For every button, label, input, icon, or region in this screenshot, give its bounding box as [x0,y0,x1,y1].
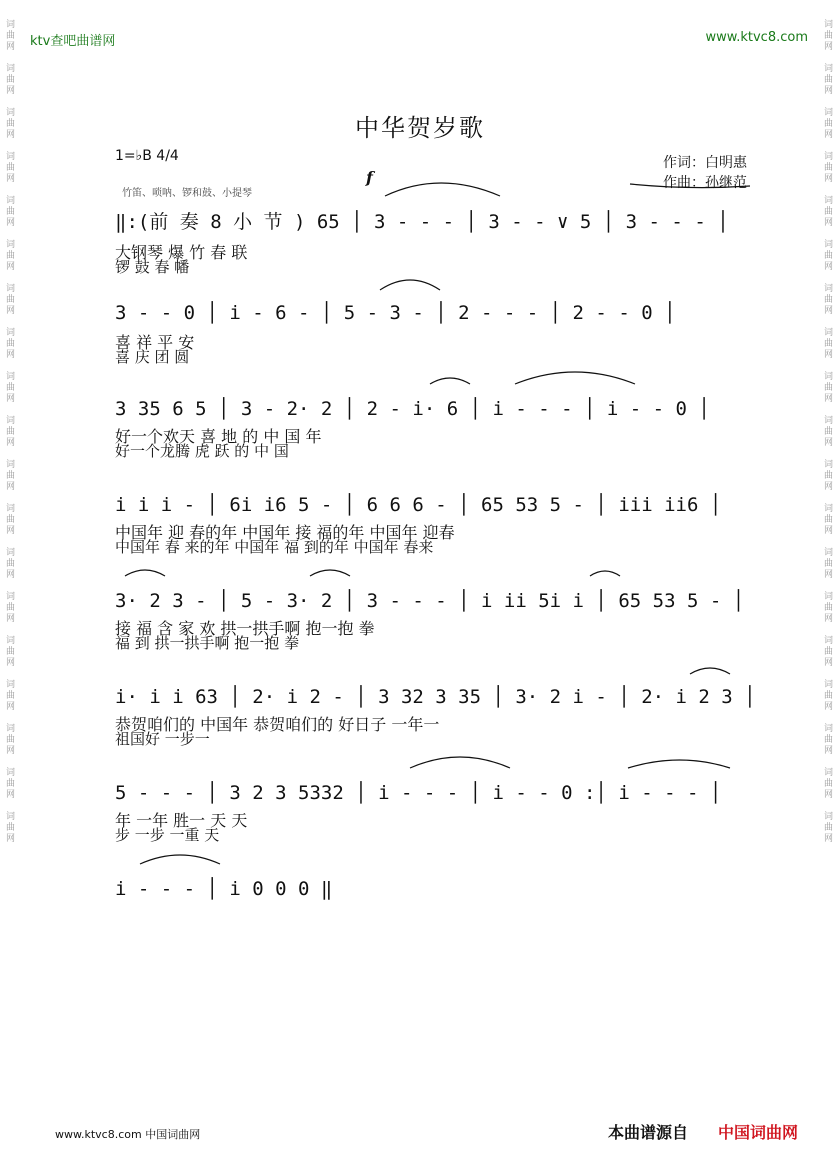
watermark-char: 词 [824,20,834,30]
watermark-char: 网 [824,306,834,316]
watermark-char: 词 [824,768,834,778]
watermark-char: 曲 [6,603,16,613]
watermark-char: 网 [824,42,834,52]
lyric-line: 中国年 春 来的年 中国年 福 到的年 中国年 春来 [115,538,434,556]
watermark-char: 曲 [6,339,16,349]
watermark-char: 曲 [6,779,16,789]
slur [310,570,350,576]
staff-line: ‖:(前 奏 8 小 节 ) 65 │ 3 - - - │ 3 - - ∨ 5 │ 3 - - - │ [115,211,729,233]
slur [125,570,165,576]
lyric-line: 祖国好 一步一 [115,730,210,748]
watermark-char: 词 [6,64,16,74]
watermark-char: 网 [6,526,16,536]
lyric-line: 好一个欢天 喜 地 的 中 国 年 [115,427,322,446]
watermark-char: 网 [824,746,834,756]
watermark-char: 网 [824,174,834,184]
watermark-char: 网 [6,746,16,756]
watermark-char: 曲 [6,383,16,393]
watermark-char: 曲 [6,823,16,833]
watermark-char: 词 [6,768,16,778]
watermark-char: 词 [824,108,834,118]
slur [590,571,620,576]
watermark-char: 词 [824,284,834,294]
watermark-char: 词 [6,416,16,426]
watermark-char: 网 [824,526,834,536]
watermark-char: 网 [824,614,834,624]
watermark-char: 网 [6,262,16,272]
watermark-char: 网 [6,174,16,184]
watermark-char: 曲 [824,603,834,613]
watermark-char: 网 [6,658,16,668]
dynamic-mark: f [366,168,373,187]
watermark-char: 网 [6,570,16,580]
watermark-char: 曲 [824,779,834,789]
watermark-char: 曲 [824,735,834,745]
watermark-char: 曲 [6,559,16,569]
watermark-char: 曲 [6,647,16,657]
watermark-char: 曲 [6,119,16,129]
watermark-char: 词 [824,812,834,822]
watermark-char: 曲 [6,427,16,437]
watermark-char: 网 [824,350,834,360]
watermark-char: 曲 [824,75,834,85]
composer: 作曲：孙继范 [663,175,747,191]
slur [690,668,730,674]
watermark-char: 词 [824,328,834,338]
watermark-char: 曲 [824,823,834,833]
watermark-char: 网 [824,394,834,404]
slur [380,280,440,290]
watermark-char: 词 [824,680,834,690]
watermark-char: 网 [6,438,16,448]
staff-line: 3 35 6 5 │ 3 - 2· 2 │ 2 - i· 6 │ i - - - │ i - - 0 │ [115,398,710,420]
lyric-line: 锣 鼓 春 幡 [115,258,190,276]
watermark-char: 曲 [824,339,834,349]
watermark-char: 词 [6,680,16,690]
watermark-char: 词 [6,108,16,118]
watermark-char: 词 [6,284,16,294]
watermark-char: 词 [824,416,834,426]
watermark-char: 网 [6,130,16,140]
watermark-char: 曲 [6,515,16,525]
key-signature: 1=♭B 4/4 [115,148,179,164]
song-title: 中华贺岁歌 [355,114,485,142]
staff-line: i· i i 63 │ 2· i 2 - │ 3 32 3 35 │ 3· 2 i - │ 2· i 2 3 │ [115,686,756,708]
watermark-char: 词 [6,548,16,558]
lyric-line: 接 福 含 家 欢 拱一拱手啊 抱一抱 拳 [115,619,375,638]
site-url-right[interactable]: www.ktvc8.com [705,30,808,45]
watermark-char: 曲 [824,383,834,393]
watermark-char: 词 [6,328,16,338]
slur [410,757,510,768]
watermark-char: 词 [824,548,834,558]
lyric-line: 中国年 迎 春的年 中国年 接 福的年 中国年 迎春 [115,523,455,542]
watermark-char: 词 [6,636,16,646]
watermark-char: 曲 [824,515,834,525]
watermark-char: 网 [6,614,16,624]
watermark-char: 词 [6,20,16,30]
watermark-char: 网 [6,86,16,96]
watermark-char: 词 [824,152,834,162]
watermark-char: 曲 [824,691,834,701]
watermark-char: 网 [6,350,16,360]
slur [515,372,635,384]
watermark-char: 网 [6,482,16,492]
watermark-char: 曲 [824,647,834,657]
footer-site[interactable]: www.ktvc8.com 中国词曲网 [55,1128,201,1141]
slur [430,378,470,384]
watermark-char: 词 [824,64,834,74]
watermark-char: 词 [824,636,834,646]
watermark-char: 曲 [6,251,16,261]
watermark-char: 词 [6,240,16,250]
staff-line: 3 - - 0 │ i - 6 - │ 5 - 3 - │ 2 - - - │ 2 - - 0 │ [115,302,676,324]
staff-line: i - - - │ i 0 0 0 ‖ [115,878,333,900]
watermark-char: 网 [824,570,834,580]
watermark-char: 网 [824,262,834,272]
watermark-char: 网 [6,834,16,844]
watermark-char: 词 [6,724,16,734]
watermark-char: 曲 [824,559,834,569]
watermark-char: 词 [824,592,834,602]
lyric-line: 恭贺咱们的 中国年 恭贺咱们的 好日子 一年一 [115,715,440,734]
watermark-char: 词 [6,504,16,514]
watermark-char: 曲 [824,119,834,129]
watermark-char: 网 [6,702,16,712]
watermark-char: 曲 [6,295,16,305]
watermark-char: 曲 [824,251,834,261]
watermark-char: 曲 [6,207,16,217]
lyric-line: 好一个龙腾 虎 跃 的 中 国 [115,442,289,460]
watermark-char: 网 [6,790,16,800]
lyric-line: 大钢琴 爆 竹 春 联 [115,243,248,262]
watermark-char: 曲 [6,735,16,745]
slur [140,855,220,864]
watermark-char: 网 [824,86,834,96]
watermark-char: 网 [6,42,16,52]
watermark-char: 词 [824,372,834,382]
slur [630,184,750,188]
watermark-char: 曲 [6,75,16,85]
lyric-line: 喜 庆 团 圆 [115,348,190,366]
watermark-char: 词 [824,460,834,470]
instrument-note: 竹笛、唢呐、锣和鼓、小提琴 [122,188,252,199]
watermark-char: 曲 [6,163,16,173]
watermark-char: 网 [824,130,834,140]
lyric-line: 年 一年 胜一 天 天 [115,811,248,830]
lyric-line: 喜 祥 平 安 [115,333,195,352]
watermark-char: 词 [824,240,834,250]
watermark-char: 词 [6,196,16,206]
watermark-char: 网 [824,834,834,844]
watermark-char: 曲 [824,295,834,305]
slur [628,760,730,768]
lyric-line: 步 一步 一重 天 [115,826,220,844]
watermark-char: 词 [6,812,16,822]
watermark-char: 词 [824,196,834,206]
watermark-char: 曲 [6,691,16,701]
lyric-line: 福 到 拱一拱手啊 抱一抱 拳 [115,634,300,652]
watermark-char: 词 [6,592,16,602]
watermark-char: 曲 [6,31,16,41]
staff-line: 3· 2 3 - │ 5 - 3· 2 │ 3 - - - │ i ii 5i i │ 65 53 5 - │ [115,590,745,612]
watermark-char: 词 [6,152,16,162]
watermark-char: 曲 [824,163,834,173]
site-name-left[interactable]: ktv查吧曲谱网 [30,34,116,49]
watermark-char: 网 [6,218,16,228]
slur [385,183,500,196]
watermark-char: 词 [824,724,834,734]
watermark-char: 网 [824,702,834,712]
watermark-char: 网 [824,482,834,492]
watermark-char: 词 [6,372,16,382]
watermark-char: 曲 [824,427,834,437]
watermark-char: 网 [6,306,16,316]
watermark-char: 词 [824,504,834,514]
lyricist: 作词：白明惠 [663,155,747,171]
watermark-char: 网 [824,658,834,668]
watermark-char: 网 [6,394,16,404]
watermark-char: 曲 [824,31,834,41]
staff-line: i i i - │ 6i i6 5 - │ 6 6 6 - │ 65 53 5 - │ iii ii6 │ [115,494,722,516]
staff-line: 5 - - - │ 3 2 3 5332 │ i - - - │ i - - 0 :│ i - - - │ [115,782,722,804]
watermark-char: 曲 [824,471,834,481]
watermark-char: 曲 [6,471,16,481]
footer-brand[interactable]: 中国词曲网 [718,1123,799,1142]
watermark-char: 网 [824,438,834,448]
watermark-char: 网 [824,218,834,228]
footer-source-label: 本曲谱源自 [608,1123,689,1142]
watermark-char: 曲 [824,207,834,217]
watermark-char: 词 [6,460,16,470]
watermark-char: 网 [824,790,834,800]
